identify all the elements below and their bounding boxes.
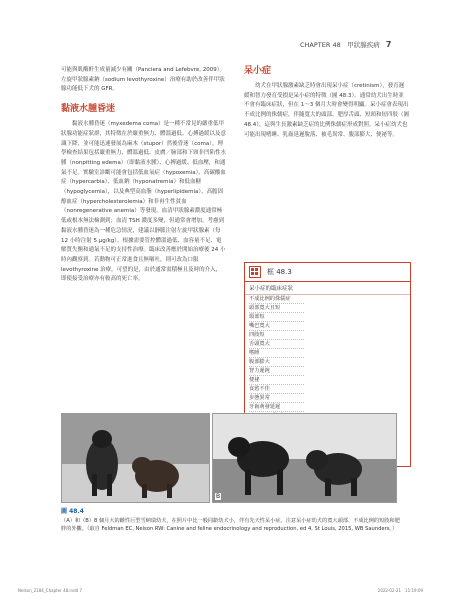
list-item: 嗜睡 xyxy=(249,349,304,358)
section-title-myxedema: 黏液水腫昏迷 xyxy=(61,104,116,115)
caption-text: （A）和（B）8 個月大的雌性巨型雪納瑞幼犬，在照片中比一般同齡幼犬小，伴有先天性呆小症。注意呆小症幼犬的寬大頭部、不成比例的短肢和肥胖的外觀。（取自 Feldman EC, Nelson RW: Canine and feline endocrinology and reproduction, ed 4, St Louis, 2015, WB Saunders。） xyxy=(61,518,400,532)
page-number: 7 xyxy=(385,40,392,49)
cretinism-paragraph: 幼犬在甲狀腺激素缺乏時會出現呆小症（cretinism），發育遲緩和智力發育受損是呆小症的特徵（圖 48.3）。通常幼犬出生時並不會有臨床症狀，但在 1～3 個月大時會變得明顯。呆小症會表現出不成比例的侏儒症，伴隨寬大的頭部、肥厚舌頭、短頸和短四肢（圖 48.4），這與生長激素缺乏症的比例侏儒症形成對照。呆小症幼犬也可能出現嗜睡、乳齒延遲脫落、被毛異常、腹部膨大、便祕等。 xyxy=(244,83,410,138)
list-item: 智力遲鈍 xyxy=(249,367,304,376)
list-item: 腹部膨大 xyxy=(249,358,304,367)
footer-timestamp: 2022-02-21 11:19:09 xyxy=(377,588,423,593)
list-item: 食慾不佳 xyxy=(249,385,304,394)
dogs-photo-b-image xyxy=(213,414,396,502)
list-item: 頸部短 xyxy=(249,313,304,322)
box-header xyxy=(245,263,410,282)
right-column xyxy=(244,66,409,140)
box-subtitle: 呆小症的臨床症狀 xyxy=(245,282,410,295)
photo-a-dogs xyxy=(61,413,210,503)
figure-caption xyxy=(61,508,401,533)
running-header xyxy=(300,40,391,49)
list-item: 嘴巴寬大 xyxy=(249,322,304,331)
list-item: 四肢短 xyxy=(249,331,304,340)
dogs-photo-a-image xyxy=(62,414,209,502)
caption-title: 圖 48.4 xyxy=(61,508,84,515)
list-item: 便祕 xyxy=(249,376,304,385)
left-column xyxy=(61,66,226,285)
list-item: 牙齒萌發延遲 xyxy=(249,403,304,412)
box-label: 框 48.3 xyxy=(267,268,292,276)
chapter-title: CHAPTER 48 甲狀腺疾病 xyxy=(300,41,380,49)
list-item: 舌頭寬大 xyxy=(249,340,304,349)
photo-b-dogs xyxy=(212,413,397,503)
list-item: 頭部寬大且短 xyxy=(249,304,304,313)
intro-paragraph: 可能與肌酶酐生成量減少有關（Panciera and Lefebvre, 2009）。左旋甲狀腺素鈉（sodium levothyroxine）治療有助於改善伴甲狀腺功能低下犬的 GFR。 xyxy=(61,67,226,93)
photo-label-b: B xyxy=(216,493,221,500)
list-item: 不成比例的侏儒症 xyxy=(249,295,304,304)
grid-icon xyxy=(249,266,261,278)
list-item: 步態異常 xyxy=(249,394,304,403)
section-title-cretinism: 呆小症 xyxy=(244,66,272,76)
footer-file-info: Nelson_2184_Chapter 48.indd 7 xyxy=(18,588,82,593)
myxedema-paragraph: 黏液水腫昏迷（myxedema coma）是一種不常見的嚴重低甲狀腺功能症狀群，其特徵在於嚴重無力、體溫過低、心搏過緩以及意識下降，並可能迅速發展為麻木（stupor）然後昏迷（coma）。理學檢查結果包括嚴重無力、體溫過低、皮膚／臉部和下頸非凹陷性水腫（nonpitting edema）（即黏液水腫）、心搏過緩、低血壓，和通氣不足。實驗室診斷可能會包括低血氧症（hypoxemia）、高碳酸血症（hypercarbia）、低血鈉（hyponatremia）和低血糖（hypoglycemia），以及典型高血脂（hyperlipidemia）、高膽固醇血症（hypercholesterolemia）和非再生性貧血（nonregenerative anemia）等發現。血清甲狀腺素濃度通常極低或根本無法檢測到；血清 TSH 濃度多變，但通常會增加。考慮到黏液水腫昏迷為一種危急情況，建議以靜脈注射左旋甲狀腺素（每 12 小時注射 5 μg/kg）。根據需要管控體溫過低、血容量不足、電解質失衡和通氣不足的支持性治療。臨床改善應於開始治療後 24 小時內觀察到。若動物可正常進食且無嘔吐，則可改為口服 levothyroxine 治療。可望的是，由於通常需積極且及時的介入，即使接受治療亦有較高的死亡率。 xyxy=(61,121,227,283)
